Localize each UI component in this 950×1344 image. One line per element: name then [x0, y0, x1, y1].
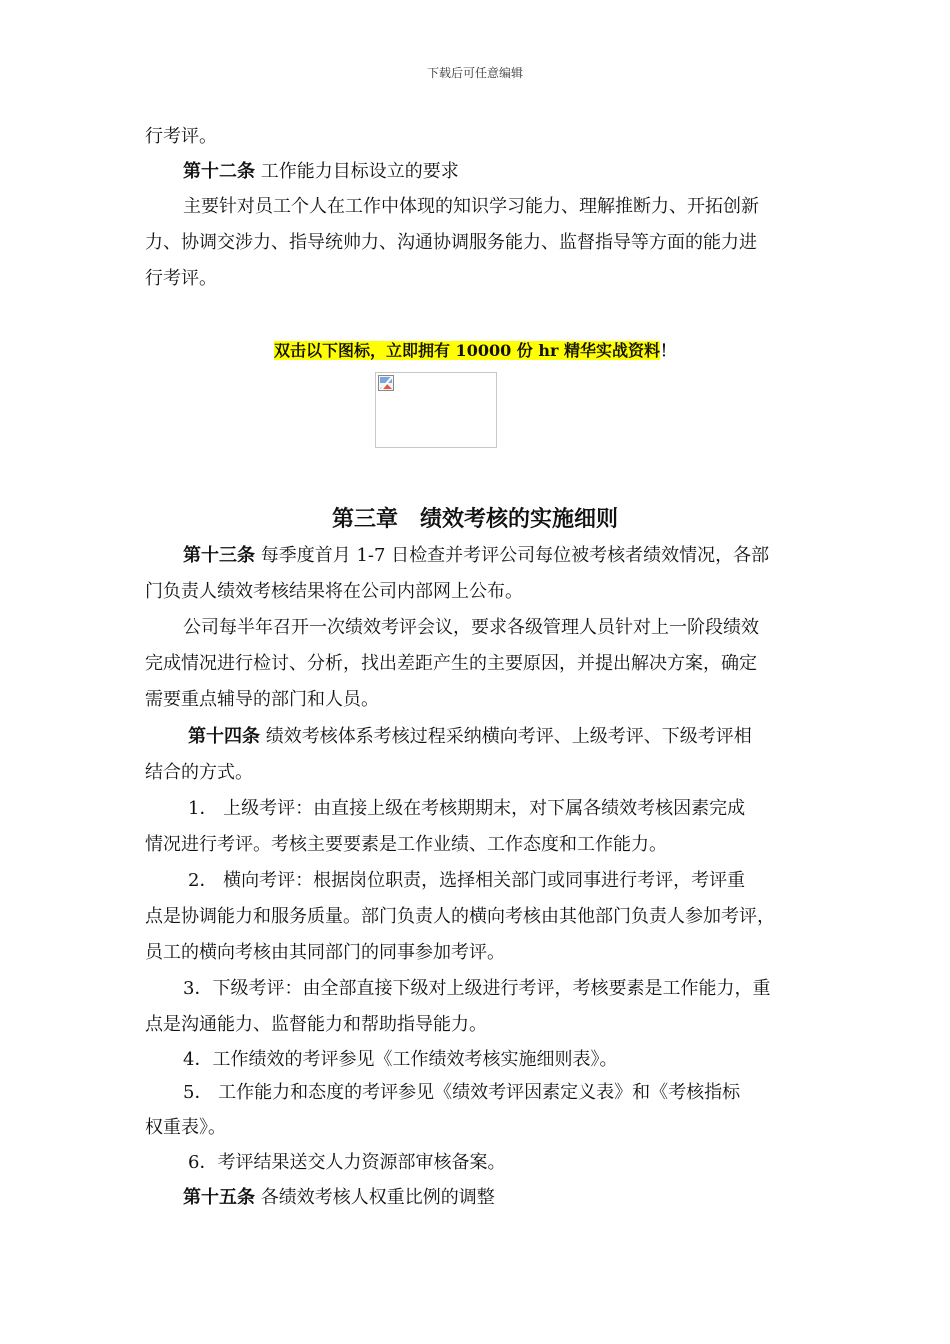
article-12-heading — [183, 160, 459, 184]
paragraph-line: 权重表》。 — [145, 1117, 226, 1138]
list-item-2: 2． 横向考评：根据岗位职责，选择相关部门或同事进行考评，考评重 — [188, 870, 746, 891]
list-item-5: 5． 工作能力和态度的考评参见《绩效考评因素定义表》和《考核指标 — [183, 1082, 741, 1103]
paragraph-line: 完成情况进行检讨、分析，找出差距产生的主要原因，并提出解决方案，确定 — [145, 653, 757, 674]
paragraph-line: 公司每半年召开一次绩效考评会议，要求各级管理人员针对上一阶段绩效 — [183, 617, 759, 638]
article-text: 每季度首月 1-7 日检查并考评公司每位被考核者绩效情况，各部 — [255, 545, 770, 566]
paragraph-line: 点是协调能力和服务质量。部门负责人的横向考核由其他部门负责人参加考评， — [145, 906, 775, 927]
list-item-3: 3．下级考评：由全部直接下级对上级进行考评，考核要素是工作能力，重 — [183, 978, 771, 999]
article-label: 第十二条 — [183, 161, 255, 182]
list-item-1: 1． 上级考评：由直接上级在考核期期末，对下属各绩效考核因素完成 — [188, 798, 746, 819]
broken-image-icon — [378, 375, 394, 391]
paragraph-line: 需要重点辅导的部门和人员。 — [145, 689, 379, 710]
page-header: 下载后可任意编辑 — [426, 66, 523, 80]
paragraph-line: 力、协调交涉力、指导统帅力、沟通协调服务能力、监督指导等方面的能力进 — [145, 232, 757, 253]
paragraph-line: 情况进行考评。考核主要要素是工作业绩、工作态度和工作能力。 — [145, 834, 667, 855]
paragraph-line: 员工的横向考核由其同部门的同事参加考评。 — [145, 942, 505, 963]
paragraph-line: 主要针对员工个人在工作中体现的知识学习能力、理解推断力、开拓创新 — [183, 196, 759, 217]
paragraph-line: 行考评。 — [145, 126, 217, 147]
promo-highlight: 双击以下图标，立即拥有 10000 份 hr 精华实战资料 — [273, 341, 660, 360]
article-label: 第十五条 — [183, 1187, 255, 1208]
paragraph-line: 门负责人绩效考核结果将在公司内部网上公布。 — [145, 581, 523, 602]
article-title: 各绩效考核人权重比例的调整 — [255, 1187, 495, 1208]
list-item-6: 6．考评结果送交人力资源部审核备案。 — [188, 1152, 506, 1173]
promo-banner — [0, 340, 950, 362]
article-14-heading — [188, 725, 752, 749]
article-label: 第十四条 — [188, 726, 260, 747]
article-label: 第十三条 — [183, 545, 255, 566]
article-15-heading — [183, 1186, 495, 1210]
article-text: 绩效考核体系考核过程采纳横向考评、上级考评、下级考评相 — [260, 726, 752, 747]
list-item-4: 4．工作绩效的考评参见《工作绩效考核实施细则表》。 — [183, 1049, 618, 1070]
promo-tail: ！ — [660, 341, 677, 360]
article-13-heading — [183, 544, 769, 568]
promo-image[interactable] — [375, 372, 497, 448]
paragraph-line: 点是沟通能力、监督能力和帮助指导能力。 — [145, 1014, 487, 1035]
article-title: 工作能力目标设立的要求 — [255, 161, 459, 182]
paragraph-line: 行考评。 — [145, 268, 217, 289]
paragraph-line: 结合的方式。 — [145, 762, 253, 783]
chapter-title: 第三章 绩效考核的实施细则 — [331, 506, 618, 532]
